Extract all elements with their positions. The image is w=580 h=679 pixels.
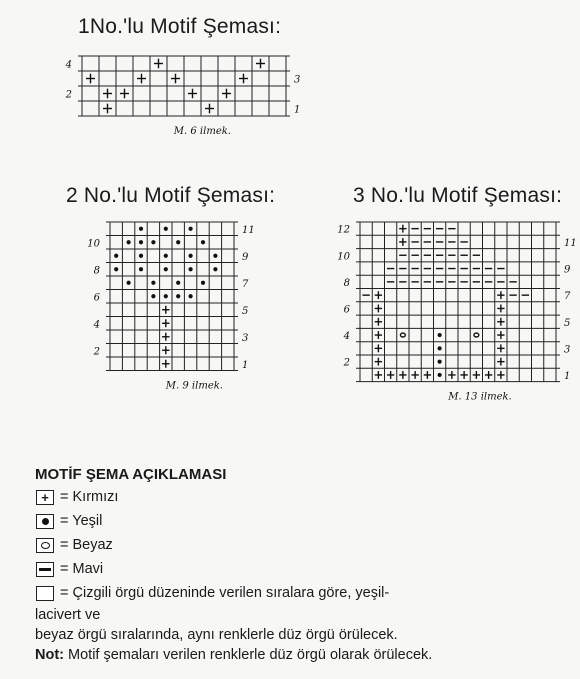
dot-symbol: [139, 227, 143, 231]
dot-symbol: [188, 267, 192, 271]
row-label: 9: [564, 264, 571, 276]
row-label: 8: [93, 265, 100, 277]
dot-symbol: [201, 240, 205, 244]
chart-3-title: 3 No.'lu Motif Şeması:: [353, 184, 563, 207]
legend-item-empty: [36, 584, 389, 602]
dot-symbol: [176, 240, 180, 244]
dot-symbol: [164, 267, 168, 271]
row-label: 4: [343, 331, 350, 343]
legend-item-green: [36, 512, 102, 530]
dot-symbol: [139, 254, 143, 258]
ring-icon: [36, 538, 54, 553]
legend-continuation-1: lacivert ve: [35, 607, 101, 623]
dot-symbol: [151, 294, 155, 298]
row-label: 11: [564, 237, 577, 249]
row-label: 9: [242, 251, 249, 263]
row-label: 12: [337, 224, 350, 236]
dot-symbol: [139, 267, 143, 271]
dot-symbol: [126, 281, 130, 285]
legend-item-blue: [36, 560, 103, 578]
row-label: 3: [294, 74, 301, 86]
row-label: 3: [564, 344, 571, 356]
stitch-count-note: M. 13 ilmek.: [448, 391, 512, 403]
dot-symbol: [201, 281, 205, 285]
motif-chart-1: [0, 0, 580, 160]
row-label: 7: [564, 291, 571, 303]
dot-symbol: [114, 254, 118, 258]
legend-text-green: = Yeşil: [60, 513, 103, 529]
row-label: 10: [87, 238, 100, 250]
legend-heading: MOTİF ŞEMA AÇIKLAMASI: [35, 466, 227, 483]
legend-item-white: [36, 536, 113, 554]
legend-continuation-2: beyaz örgü sıralarında, aynı renklerle düz örgü örülecek.: [35, 627, 398, 643]
ring-symbol: [400, 333, 405, 337]
dot-symbol: [151, 240, 155, 244]
stitch-count-note: M. 9 ilmek.: [165, 380, 223, 392]
legend-text-empty: = Çizgili örgü düzeninde verilen sıralara göre, yeşil-: [60, 585, 390, 601]
empty-box-icon: [36, 586, 54, 601]
dot-symbol: [114, 267, 118, 271]
dot-symbol: [213, 267, 217, 271]
row-label: 6: [343, 304, 350, 316]
motif-chart-2: [0, 200, 290, 410]
legend-text-blue: = Mavi: [60, 561, 104, 577]
legend-item-red: [36, 488, 118, 506]
dot-symbol: [176, 281, 180, 285]
bar-icon: [36, 562, 54, 577]
dot-symbol: [188, 227, 192, 231]
row-label: 5: [564, 317, 571, 329]
row-label: 1: [294, 104, 301, 116]
row-label: 1: [242, 359, 249, 371]
legend-note: [35, 647, 432, 663]
dot-symbol: [164, 254, 168, 258]
row-label: 2: [93, 346, 100, 358]
row-label: 4: [93, 319, 100, 331]
dot-icon: [36, 514, 54, 529]
chart-1-title: 1No.'lu Motif Şeması:: [78, 15, 282, 38]
dot-symbol: [188, 294, 192, 298]
legend-text-red: = Kırmızı: [60, 489, 119, 505]
stitch-count-note: M. 6 ilmek.: [173, 126, 231, 137]
dot-symbol: [438, 346, 442, 350]
row-label: 10: [337, 251, 350, 263]
motif-chart-3: [300, 200, 580, 410]
row-label: 8: [343, 277, 350, 289]
dot-symbol: [213, 254, 217, 258]
dot-symbol: [139, 240, 143, 244]
dot-symbol: [176, 294, 180, 298]
dot-symbol: [438, 373, 442, 377]
dot-symbol: [438, 333, 442, 337]
legend-text-white: = Beyaz: [60, 537, 113, 553]
dot-symbol: [188, 254, 192, 258]
plus-icon: +: [36, 490, 54, 505]
dot-symbol: [126, 240, 130, 244]
ring-symbol: [474, 333, 479, 337]
row-label: 6: [93, 292, 100, 304]
row-label: 3: [242, 332, 249, 344]
row-label: 2: [343, 357, 350, 369]
dot-symbol: [164, 227, 168, 231]
row-label: 5: [242, 305, 249, 317]
row-label: 11: [242, 224, 255, 236]
dot-symbol: [151, 281, 155, 285]
row-label: 2: [65, 89, 72, 101]
chart-2-title: 2 No.'lu Motif Şeması:: [66, 184, 276, 207]
dot-symbol: [164, 294, 168, 298]
note-text: Motif şemaları verilen renklerle düz örgü olarak örülecek.: [64, 647, 433, 663]
note-label: Not:: [35, 647, 64, 663]
dot-symbol: [438, 360, 442, 364]
row-label: 1: [564, 370, 571, 382]
row-label: 4: [65, 59, 72, 71]
row-label: 7: [242, 278, 249, 290]
